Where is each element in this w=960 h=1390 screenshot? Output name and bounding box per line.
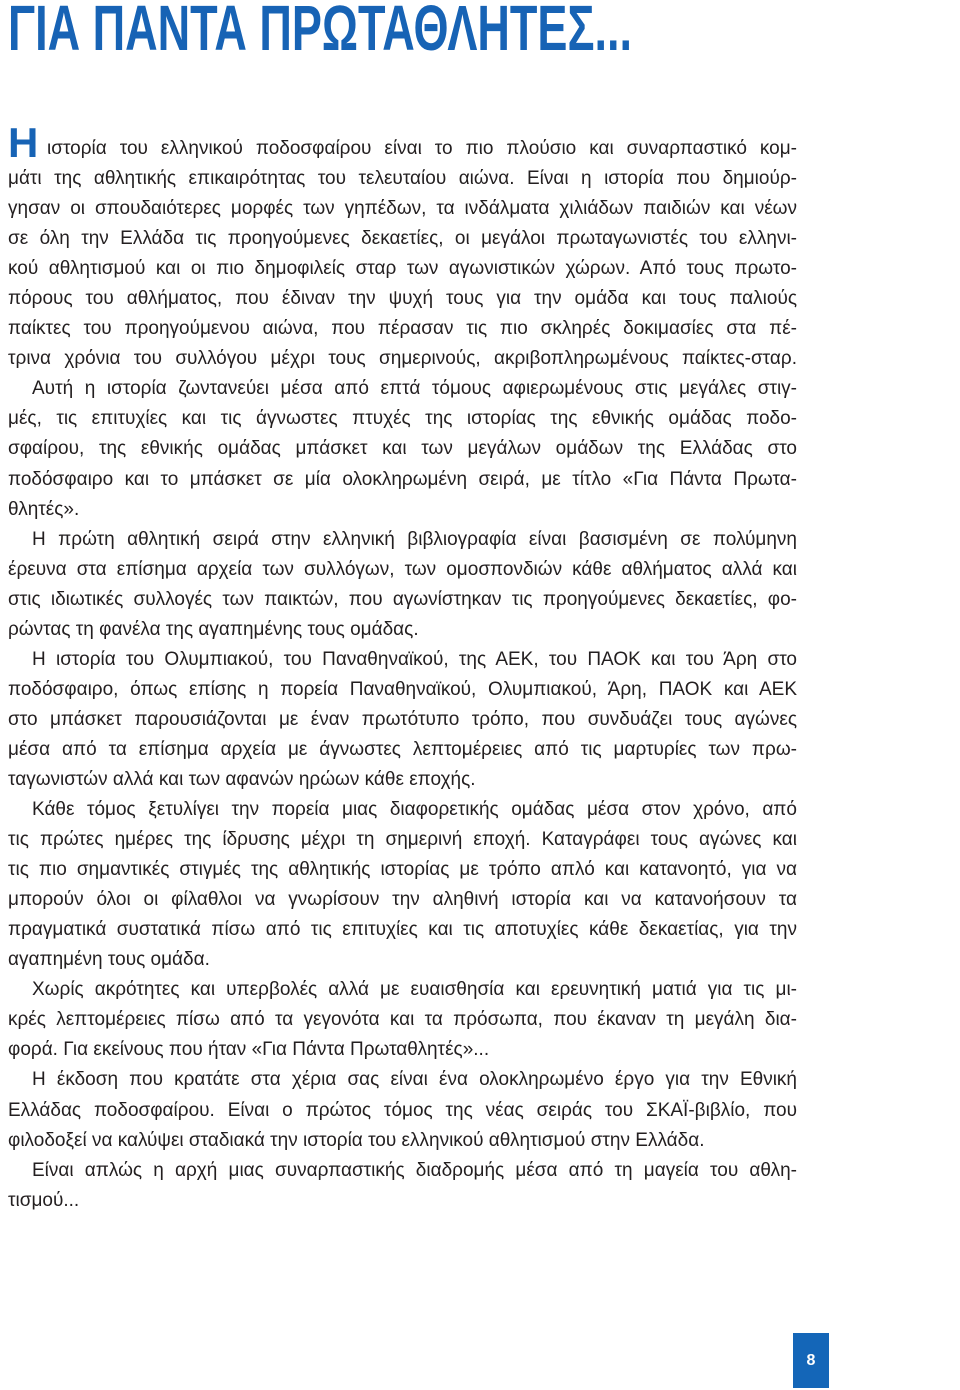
text-line: μπορούν όλοι οι φίλαθλοι να γνωρίσουν την αληθινή ιστορία και να κατανοήσουν τα: [8, 889, 797, 911]
text-line: ποδόσφαιρο και το μπάσκετ σε μία ολοκληρωμένη σειρά, με τίτλο «Για Πάντα Πρωτα-: [8, 468, 797, 490]
text-line: πραγματικά συστατικά πίσω από τις επιτυχίες και τις αποτυχίες κάθε δεκαετίας, για την: [8, 919, 797, 941]
text-line: Ελλάδας ποδοσφαίρου. Είναι ο πρώτος τόμος της νέας σειράς του ΣΚΑΪ-βιβλίο, που: [8, 1099, 797, 1121]
text-line: Είναι απλώς η αρχή μιας συναρπαστικής διαδρομής μέσα από τη μαγεία του αθλη-: [32, 1159, 797, 1181]
text-line: Κάθε τόμος ξετυλίγει την πορεία μιας διαφορετικής ομάδας μέσα στον χρόνο, από: [32, 799, 797, 821]
text-line: στις ιδιωτικές συλλογές των παικτών, που αγωνίστηκαν τις προηγούμενες δεκαετίες, φο-: [8, 588, 797, 610]
text-line: θλητές».: [8, 498, 80, 520]
text-line: αγαπημένη τους ομάδα.: [8, 949, 210, 971]
text-line: ταγωνιστών αλλά και των αφανών ηρώων κάθε εποχής.: [8, 768, 476, 790]
text-line: φορά. Για εκείνους που ήταν «Για Πάντα Πρωταθλητές»...: [8, 1039, 490, 1061]
text-line: τις πρώτες ημέρες της ίδρυσης μέχρι τη σημερινή εποχή. Καταγράφει τους αγώνες και: [8, 829, 797, 851]
text-line: σφαίρου, της εθνικής ομάδας μπάσκετ και των μεγάλων ομάδων της Ελλάδας στο: [8, 438, 797, 460]
text-line: ποδόσφαιρο, όπως επίσης η πορεία Παναθηναϊκού, Ολυμπιακού, Άρη, ΠΑΟΚ και ΑΕΚ: [8, 678, 797, 700]
paragraph: [8, 119, 797, 374]
page-title: ΓΙΑ ΠΑΝΤΑ ΠΡΩΤΑΘΛΗΤΕΣ...: [8, 0, 632, 62]
page-number-tab: [793, 1333, 829, 1388]
text-line: τρινα χρόνια του συλλόγου μέχρι τους σημερινούς, ακριβοπληρωμένους παίκτες-σταρ.: [8, 348, 797, 370]
text-line: ρώντας τη φανέλα της αγαπημένης τους ομάδας.: [8, 618, 419, 640]
text-line: φιλοδοξεί να καλύψει σταδιακά την ιστορία του ελληνικού αθλητισμού στην Ελλάδα.: [8, 1129, 705, 1151]
text-line: σε όλη την Ελλάδα τις προηγούμενες δεκαετίες, οι μεγάλοι πρωταγωνιστές του ελληνι-: [8, 228, 797, 250]
paragraph: [8, 795, 797, 975]
text-line: μές, τις επιτυχίες και τις άγνωστες πτυχές της ιστορίας της εθνικής ομάδας ποδο-: [8, 408, 797, 430]
text-line: Χωρίς ακρότητες και υπερβολές αλλά με ευαισθησία και ερευνητική ματιά για τις μι-: [32, 979, 797, 1001]
article-body: [8, 119, 797, 1216]
text-line: ιστορία του ελληνικού ποδοσφαίρου είναι το πιο πλούσιο και συναρπαστικό κομ-: [47, 138, 797, 159]
text-line: μέσα από τα επίσημα αρχεία με άγνωστες λεπτομέρειες από τις μαρτυρίες των πρω-: [8, 738, 797, 760]
text-line: Η έκδοση που κρατάτε στα χέρια σας είναι ένα ολοκληρωμένο έργο για την Εθνική: [32, 1069, 797, 1091]
text-line: στο μπάσκετ παρουσιάζονται με έναν πρωτότυπο τρόπο, που συνδυάζει τους αγώνες: [8, 708, 797, 730]
page-number: 8: [806, 1351, 816, 1369]
text-line: τις πιο σημαντικές στιγμές της αθλητικής ιστορίας με τρόπο απλό και κατανοητό, για να: [8, 859, 797, 881]
paragraph: [8, 374, 797, 524]
text-line: Αυτή η ιστορία ζωντανεύει μέσα από επτά τόμους αφιερωμένους στις μεγάλες στιγ-: [32, 378, 797, 400]
text-line: μάτι της αθλητικής επικαιρότητας του τελευταίου αιώνα. Είναι η ιστορία που δημιούρ-: [8, 168, 797, 190]
text-line: έρευνα στα επίσημα αρχεία των συλλόγων, των ομοσπονδιών κάθε αθλήματος αλλά και: [8, 558, 797, 580]
page-title-banner: [0, 0, 960, 62]
text-line: Η πρώτη αθλητική σειρά στην ελληνική βιβλιογραφία είναι βασισμένη σε πολύμηνη: [32, 528, 797, 550]
text-line: γησαν οι σπουδαιότερες μορφές των γηπέδων, τα ινδάλματα χιλιάδων παιδιών και νέων: [8, 198, 797, 220]
drop-cap: Η: [8, 119, 39, 166]
text-line: τισμού...: [8, 1189, 80, 1211]
text-line: Η ιστορία του Ολυμπιακού, του Παναθηναϊκού, της ΑΕΚ, του ΠΑΟΚ και του Άρη στο: [32, 648, 797, 670]
paragraph: [8, 525, 797, 645]
paragraph: [8, 1156, 797, 1216]
paragraph: [8, 1065, 797, 1155]
paragraph: [8, 645, 797, 795]
text-line: κού αθλητισμού και οι πιο δημοφιλείς σταρ των αγωνιστικών χώρων. Από τους πρωτο-: [8, 258, 797, 280]
paragraph: [8, 975, 797, 1065]
text-line: παίκτες του προηγούμενου αιώνα, που πέρασαν τις πιο σκληρές δοκιμασίες στα πέ-: [8, 318, 797, 340]
text-line: κρές λεπτομέρειες πίσω από τα γεγονότα και τα πρόσωπα, που έκαναν τη μεγάλη δια-: [8, 1009, 797, 1031]
text-line: πόρους του αθλήματος, που έδιναν την ψυχή τους για την ομάδα και τους παλιούς: [8, 288, 797, 310]
